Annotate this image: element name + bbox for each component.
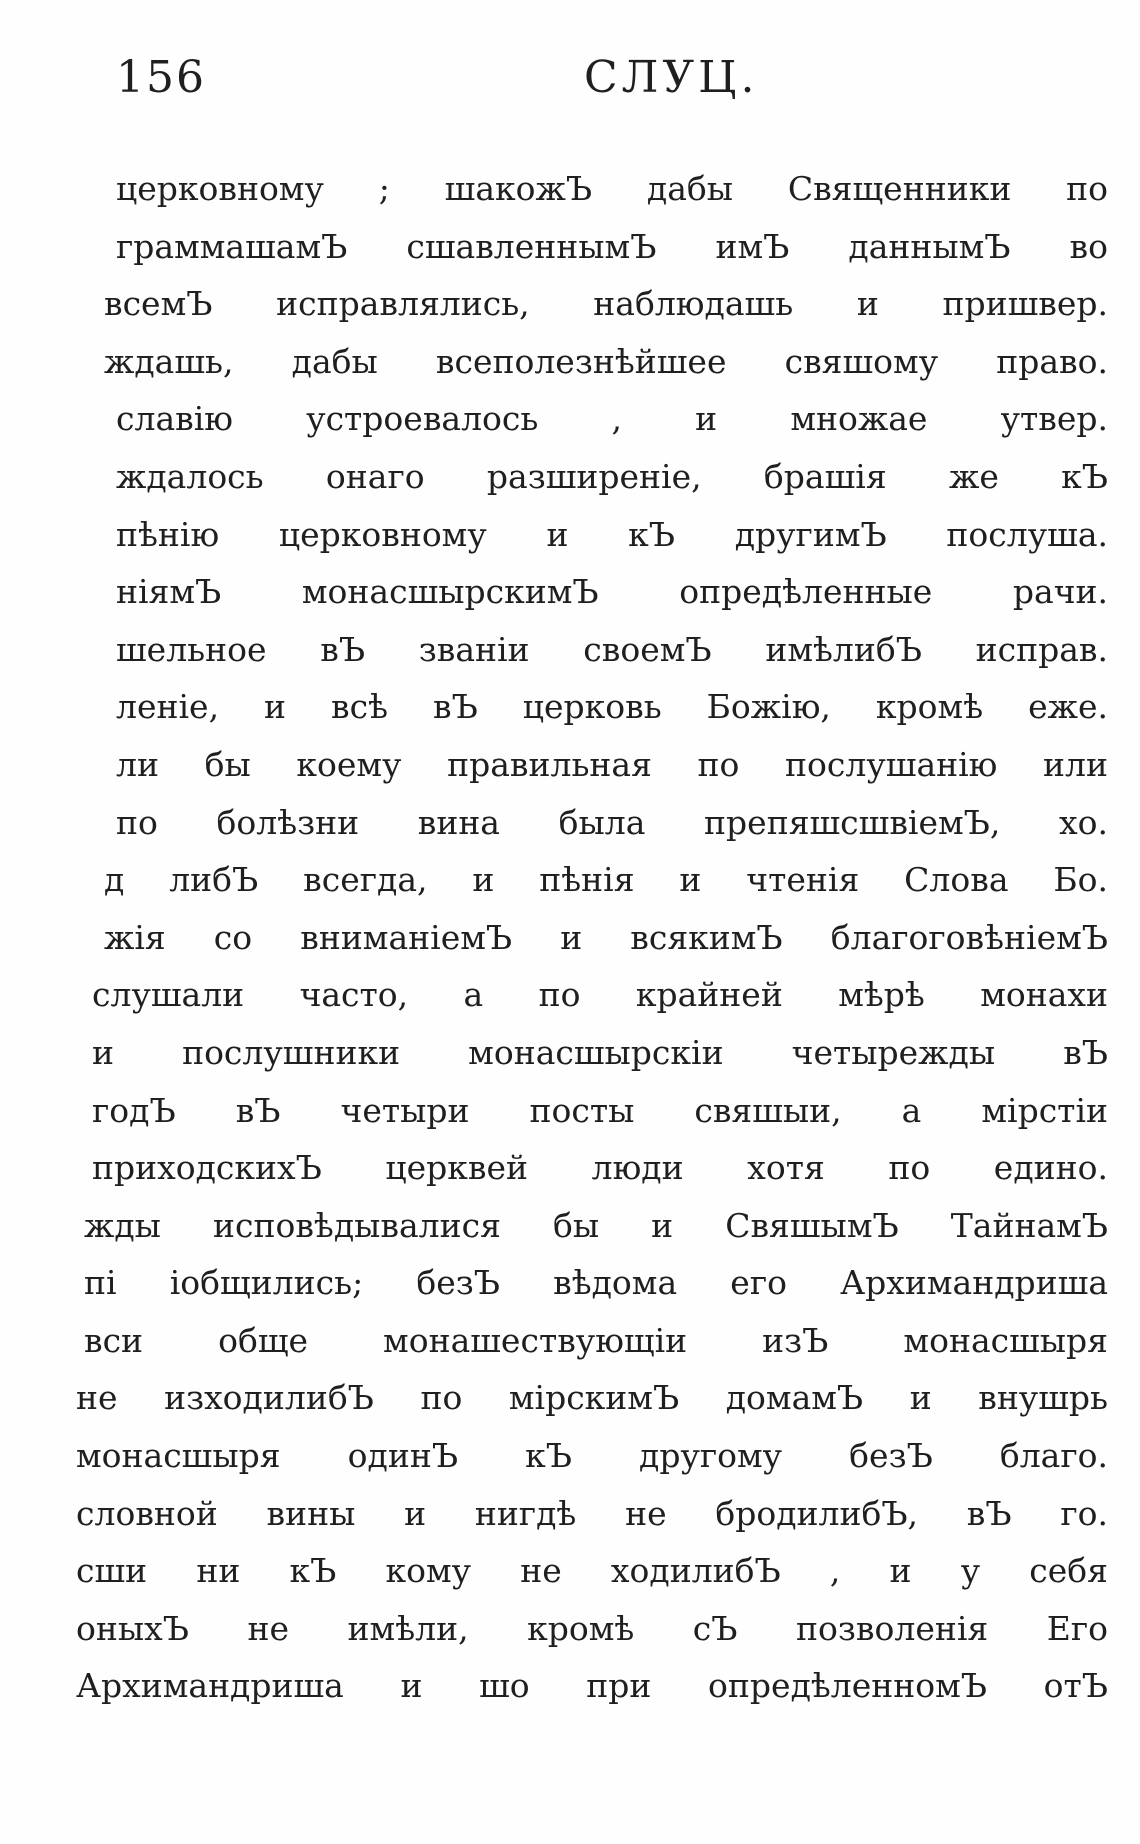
body-text <box>76 160 1108 1715</box>
text-line: и послушники монасшырскіи четырежды вЪ <box>92 1032 1108 1072</box>
text-line: всемЪ исправлялись, наблюдашь и пришвер. <box>104 284 1108 324</box>
text-line: ждалось онаго разширеніе, брашія же кЪ <box>116 456 1108 496</box>
text-line: сши ни кЪ кому не ходилибЪ , и у себя <box>76 1551 1108 1591</box>
text-line: ніямЪ монасшырскимЪ опредѣленные рачи. <box>116 572 1108 612</box>
text-line: по болѣзни вина была препяшсшвіемЪ, хо. <box>116 802 1108 842</box>
text-line: слушали часто, а по крайней мѣрѣ монахи <box>92 975 1108 1015</box>
text-line: граммашамЪ сшавленнымЪ имЪ даннымЪ во <box>116 226 1108 266</box>
text-line: словной вины и нигдѣ не бродилибЪ, вЪ го. <box>76 1493 1108 1533</box>
text-line: ждашь, дабы всеполезнѣйшее свяшому право. <box>104 341 1108 381</box>
text-line: не изходилибЪ по мірскимЪ домамЪ и внушрь <box>76 1378 1108 1418</box>
text-line: ли бы коему правильная по послушанію или <box>116 744 1108 784</box>
text-line: монасшыря одинЪ кЪ другому безЪ благо. <box>76 1436 1108 1476</box>
text-line: жды исповѣдывалися бы и СвяшымЪ ТайнамЪ <box>84 1205 1108 1245</box>
text-line: леніе, и всѣ вЪ церковь Божію, кромѣ еже. <box>116 687 1108 727</box>
text-line: годЪ вЪ четыри посты свяшыи, а мірстіи <box>92 1090 1108 1130</box>
text-line: оныхЪ не имѣли, кромѣ сЪ позволенія Его <box>76 1608 1108 1648</box>
text-line: церковному ; шакожЪ дабы Священники по <box>116 169 1108 208</box>
text-line: шельное вЪ званіи своемЪ имѣлибЪ исправ. <box>116 629 1108 669</box>
text-line: славію устроевалось , и множае утвер. <box>116 399 1108 439</box>
text-line: приходскихЪ церквей люди хотя по едино. <box>92 1148 1108 1188</box>
text-line: д либЪ всегда, и пѣнія и чтенія Слова Бо. <box>104 860 1108 900</box>
page-number: 156 <box>116 52 206 103</box>
text-line: пѣнію церковному и кЪ другимЪ послуша. <box>116 514 1108 554</box>
text-line: жія со вниманіемЪ и всякимЪ благоговѣніемЪ <box>104 917 1108 957</box>
running-head: СЛУЦ. <box>584 52 759 103</box>
text-line: пі іобщились; безЪ вѣдома его Архимандриша <box>84 1263 1108 1303</box>
text-line: Архимандриша и шо при опредѣленномЪ отЪ <box>76 1666 1108 1706</box>
text-line: вси обще монашествующіи изЪ монасшыря <box>84 1320 1108 1360</box>
